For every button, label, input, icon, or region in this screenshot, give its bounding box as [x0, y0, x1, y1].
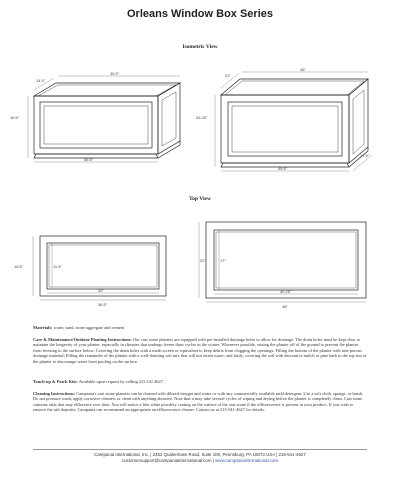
footer-divider: [33, 449, 367, 450]
footer-address: Campania International, Inc. | 2452 Quakertown Road, Suite 100, Pennsburg, PA 18073 USA | 215-541-4627: [94, 452, 306, 457]
touchup-text: Available upon request by calling 215.541.4627.: [77, 379, 164, 384]
cleaning-paragraph: [33, 391, 367, 413]
dim-iso-right-height: 26.25": [196, 115, 208, 120]
dim-iso-right-width-top: 48": [300, 67, 306, 72]
footer-separator: |: [211, 458, 216, 463]
dim-iso-right-width-bottom: 45.5": [278, 166, 288, 171]
dim-top-right-inner-height: 17": [220, 258, 226, 263]
dim-iso-left-height: 16.5": [10, 115, 20, 120]
dimension-lines: [28, 72, 372, 302]
isometric-right-drawing: [221, 79, 368, 167]
materials-label: Materials:: [33, 325, 53, 330]
page-title: Orleans Window Box Series: [127, 8, 273, 20]
care-text: Our cast stone planters are equipped with pre-installed drainage holes to allow for drainage. The drain holes must be kept clear to maintain the longevity of your planter, especially in climates that undergo freeze thaw cycles in the winter. Whenever possible, raising the planter off of the ground to prevent the planter from freezing to the surface below; Covering the drain holes with a mesh screen or equivalent to keep debris from clogging the openings; Filling the bottom of the planter with non-porous drainage material; Filling the remainder of the planter with a well-draining soil mix that will not retain water; and lastly, covering the soil with decorative mulch or pine bark to the top rim of the planter to discourage water from pooling on the surface.: [33, 337, 367, 364]
materials-text: water, sand, stone aggregate and cement: [52, 325, 125, 330]
dim-iso-right-depth: 22": [225, 73, 231, 78]
touchup-paragraph: [33, 379, 367, 384]
touchup-label: Touch-up & Patch Kits:: [33, 379, 78, 384]
footer-contact: [0, 458, 400, 463]
dim-top-left-inner-width: 32": [98, 288, 104, 293]
top-view-right-drawing: [206, 222, 366, 298]
dim-iso-left-width-bottom: 36.5": [84, 157, 94, 162]
dim-iso-right-depth-bottom: 17.5": [360, 153, 370, 158]
dim-top-right-outer-height: 22": [200, 258, 206, 263]
isometric-left-drawing: [34, 83, 180, 158]
top-view-label: Top View: [189, 196, 211, 202]
dim-top-left-outer-height: 16.5": [14, 264, 24, 269]
footer-email[interactable]: customersupport@campaniainternational.com: [121, 458, 212, 463]
dim-iso-left-width-top: 36.5": [110, 71, 120, 76]
dim-top-right-outer-width: 48": [282, 304, 288, 309]
care-paragraph: [33, 337, 367, 364]
dim-top-right-inner-width: 40.25": [280, 289, 292, 294]
cleaning-label: Cleaning Instructions:: [33, 391, 76, 396]
dim-top-left-inner-height: 11.5": [53, 264, 62, 269]
footer-website-link[interactable]: www.campaniainternational.com: [215, 458, 279, 463]
isometric-view-label: Isometric View: [182, 44, 218, 50]
care-label: Care & Maintenance/Outdoor Planting Instructions:: [33, 337, 132, 342]
dim-iso-left-depth: 14.5": [36, 78, 46, 83]
materials-paragraph: [33, 325, 367, 330]
dim-top-left-outer-width: 36.5": [98, 302, 108, 307]
cleaning-text: Campania's cast stone planters can be cleaned with diluted vinegar and water or with any commercially available mild detergent. Use a soft cloth, sponge, or brush. Do not pressure wash, apply corrosive cleaners or clean with anything abrasive. Note that it may take several cycles of wiping and drying before the planter is completely clean. Cast stone contains salts that may efflorence over time. You will notice a fine white powdery coating on the surface of the cast stone if the efflorescence is present in your product. If you wish to remove the salt deposits, Campania can recommend an appropriate an efflorescence cleaner. Contact us at 215-541-4627 for details.: [33, 391, 364, 413]
